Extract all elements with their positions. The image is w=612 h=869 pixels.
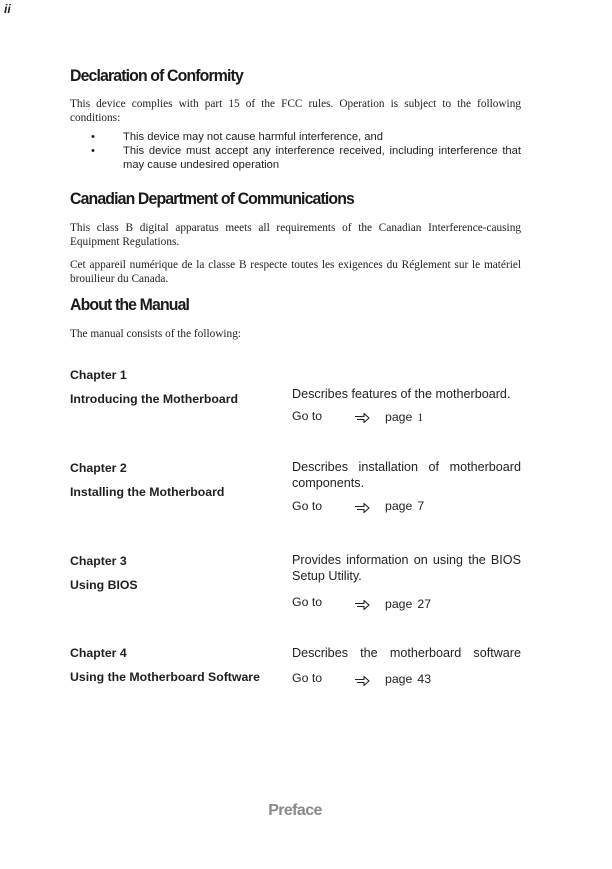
right-arrow-icon [354,675,370,687]
page-number-value: 43 [417,672,432,686]
chapter-2-description: Describes installation of motherboard components. [292,460,521,490]
page-number-value: 1 [417,412,424,424]
chapter-4-goto: Go to [292,671,323,685]
chapter-1-description: Describes features of the motherboard. [292,387,511,401]
chapter-3-page-link[interactable] [385,597,431,611]
chapter-3-label: Chapter 3 [70,554,127,568]
chapter-3-title: Using BIOS [70,578,138,592]
chapter-4-page-link[interactable] [385,672,431,686]
chapter-2-goto: Go to [292,499,323,513]
right-arrow-icon [354,502,370,514]
canadian-paragraph-fr: Cet appareil numérique de la classe B respecte toutes les exigences du Réglement sur le matériel brouilieur du Canada. [70,259,521,286]
list-item [70,144,521,172]
bullet-text: This device may not cause harmful interference, and [123,131,383,143]
bullet-icon: • [91,145,95,158]
bullet-icon: • [91,131,95,143]
list-item [70,130,521,144]
chapter-4-label: Chapter 4 [70,646,127,660]
page-word: page [385,410,413,424]
about-intro: The manual consists of the following: [70,328,241,340]
right-arrow-icon [354,599,370,611]
chapter-4-title: Using the Motherboard Software [70,670,260,684]
about-heading: About the Manual [70,296,190,314]
page-footer: Preface [268,802,322,819]
chapter-2-title: Installing the Motherboard [70,485,225,499]
right-arrow-icon [354,412,370,424]
chapter-1-page-link[interactable] [385,410,423,424]
chapter-1-goto: Go to [292,409,323,423]
page-number-value: 7 [417,499,425,513]
declaration-paragraph: This device complies with part 15 of the FCC rules. Operation is subject to the following conditions: [70,98,521,125]
page-word: page [385,672,413,686]
page-word: page [385,597,413,611]
canadian-heading: Canadian Department of Communications [70,190,354,208]
page-number-value: 27 [417,597,432,611]
chapter-1-label: Chapter 1 [70,368,127,382]
canadian-paragraph-en: This class B digital apparatus meets all requirements of the Canadian Interference-causing Equipment Regulations. [70,222,521,249]
bullet-text: This device must accept any interference received, including interference that may cause undesired operation [123,145,521,172]
page-word: page [385,499,413,513]
chapter-2-page-link[interactable] [385,499,424,513]
chapter-1-title: Introducing the Motherboard [70,392,239,406]
declaration-bullet-list [70,130,521,173]
page-number: ii [4,2,11,16]
chapter-3-goto: Go to [292,595,323,609]
chapter-3-description: Provides information on using the BIOS Setup Utility. [292,553,521,583]
declaration-heading: Declaration of Conformity [70,67,243,85]
chapter-2-label: Chapter 2 [70,461,127,475]
chapter-4-description: Describes the motherboard software [292,646,521,660]
